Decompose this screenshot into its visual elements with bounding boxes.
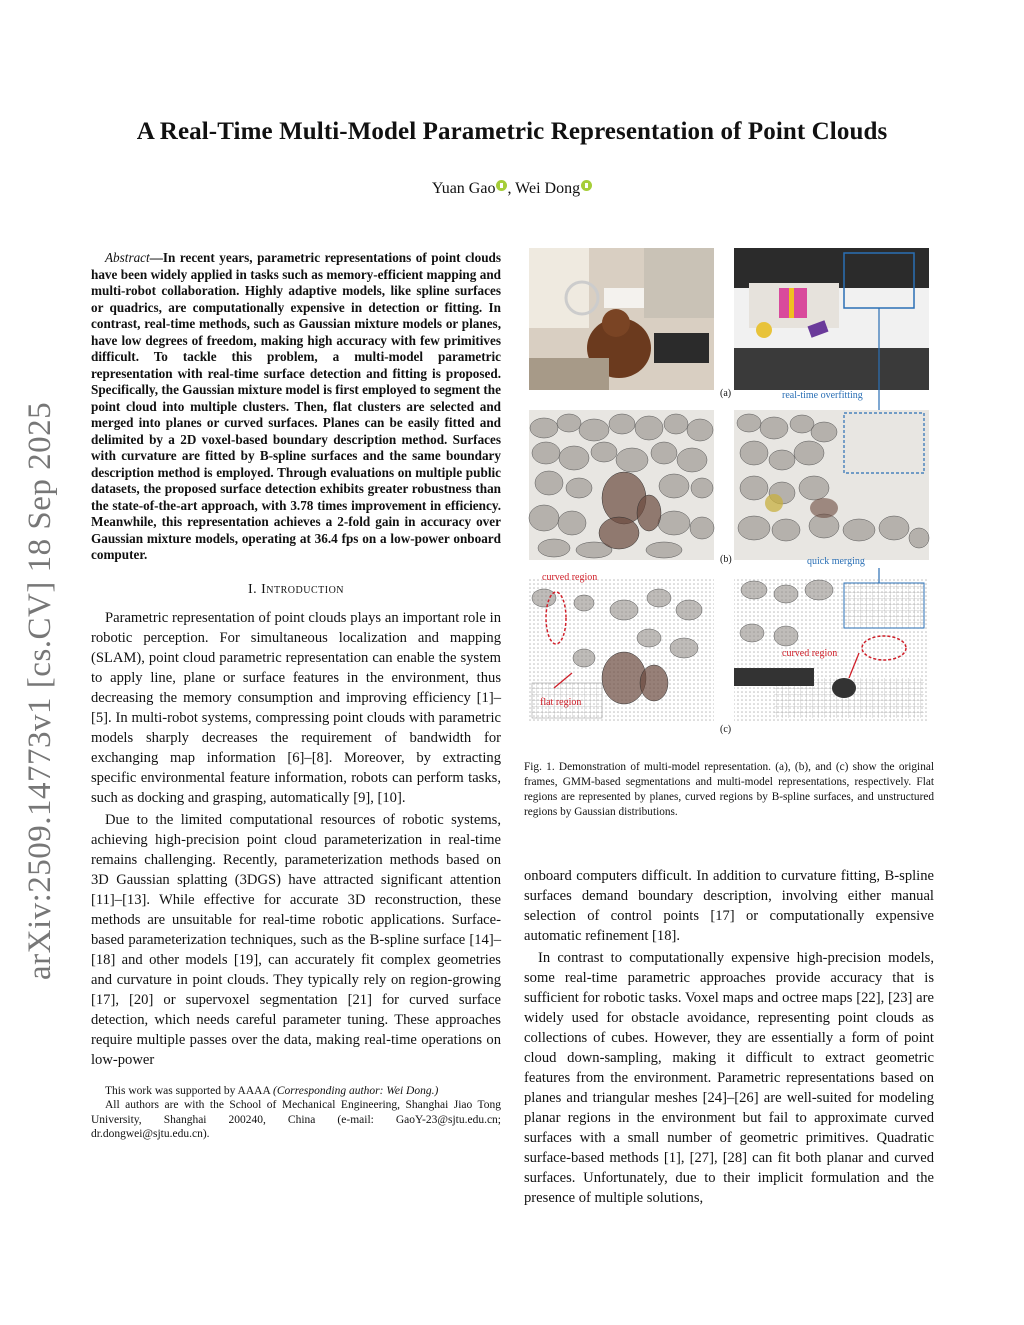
abstract — [91, 250, 501, 564]
author-name: Yuan Gao — [431, 180, 496, 197]
footnote — [91, 1084, 501, 1142]
annotation-curved-right: curved region — [782, 648, 838, 659]
right-column — [524, 866, 934, 1208]
annotation-curved-left: curved region — [542, 572, 598, 583]
figure-caption: Fig. 1. Demonstration of multi-model representation. (a), (b), and (c) show the original frames, GMM-based segmentations and multi-model representations, respectively. Flat regions are represented by planes, curved regions by B-spline surfaces, and unstructured regions by Gaussian distributions. — [524, 761, 934, 818]
arxiv-identifier: arXiv:2509.14773v1 [cs.CV] 18 Sep 2025 — [22, 401, 58, 980]
paragraph: Due to the limited computational resources of robotic systems, achieving high-precision point cloud parameterization in real-time remains challenging. Recently, parameterization methods based on 3D Gaussian splatting (3DGS) have attracted significant attention [11]–[13]. While effective for accurate 3D reconstruction, these methods are unsuitable for real-time robotic applications. Surface-based parameterization techniques, such as the B-spline surface [14]–[18] and other models [19], can accurately fit complex geometries and curvature in point clouds. They typically rely on region-growing [17], [20] or supervoxel segmentation [21] for curved surface detection, which needs careful parameter tuning. These approaches require multiple passes over the data, making real-time operations on low-power — [91, 811, 501, 1068]
section-heading — [91, 580, 501, 600]
paragraph: onboard computers difficult. In addition to curvature fitting, B-spline surfaces demand boundary description, involving either manual selection of control points [17] or computationally expensive automatic refinement [18]. — [524, 868, 934, 944]
abstract-dash: — — [149, 250, 163, 265]
annotation-flat: flat region — [540, 697, 582, 708]
paragraph: In contrast to computationally expensive high-precision models, some real-time parametric approaches provide accuracy that is sufficient for robotic tasks. Voxel maps and octree maps [22], [23] are widely used for obstacle avoidance, representing point clouds as collections of cubes. However, they are essentially a form of point cloud down-sampling, making it difficult to extract geometric features from the environment. Parametric representations based on planes and triangular meshes [24]–[26] are well-suited for modeling planar regions in the environment but fail to approximate curved surfaces with a small number of geometric primitives. Quadratic surface-based methods [1], [27], [28] can fit both planar and curved surfaces. Unfortunately, due to their implicit formulation and the presence of multiple solutions, — [524, 950, 934, 1206]
left-column — [91, 250, 501, 1142]
author-separator: , — [507, 180, 516, 197]
panel-label-b: (b) — [720, 554, 732, 565]
figure-graphics — [524, 238, 934, 738]
paragraph: Parametric representation of point clouds plays an important role in robotic perception. For simultaneous localization and mapping (SLAM), point cloud parametric representation can enable the system to apply line, plane or surface features in the environment, thus decreasing the memory consumption and improving efficiency [1]–[5]. In multi-robot systems, compressing point clouds with parametric models sharply decreases the requirement of bandwidth for exchanging map information [6]–[8]. Moreover, by extracting specific environmental feature information, robots can perform tasks, such as docking and grasping, automatically [9], [10]. — [91, 609, 501, 806]
gmm-segmentation-right — [734, 410, 929, 560]
gmm-segmentation-left — [529, 410, 714, 560]
paper-title: A Real-Time Multi-Model Parametric Representation of Point Clouds — [136, 118, 888, 145]
author-line — [0, 180, 1024, 198]
photo-room-left — [529, 248, 714, 390]
orcid-icon[interactable] — [496, 180, 507, 191]
panel-label-c: (c) — [720, 724, 732, 735]
photo-desk-right — [734, 248, 929, 390]
panel-label-a: (a) — [720, 388, 732, 399]
section-number: I. — [247, 581, 258, 597]
section-title: Introduction — [261, 581, 345, 597]
footnote-funding: This work was supported by AAAA — [105, 1084, 274, 1097]
annotation-merging: quick merging — [807, 556, 865, 567]
orcid-icon[interactable] — [581, 180, 592, 191]
author-name: Wei Dong — [515, 180, 581, 197]
annotation-overfitting: real-time overfitting — [782, 390, 863, 401]
abstract-text: In recent years, parametric representations of point clouds have been widely applied in tasks such as memory-efficient mapping and multi-robot collaboration. Highly adaptive models, like spline surfaces or quadrics, are computationally expensive in detection or fitting. In contrast, real-time methods, such as Gaussian mixture models or planes, have low degrees of freedom, making high accuracy with few primitives difficult. To tackle this problem, a multi-model parametric representation with real-time surface detection and fitting is proposed. Specifically, the Gaussian mixture model is first employed to segment the point cloud into multiple clusters. Then, flat clusters are selected and merged into planes or curved surfaces. Planes can be easily fitted and delimited by a 2D voxel-based boundary description method. Surfaces with curvature are fitted by B-spline surfaces and the same boundary description method is employed. Through evaluations on multiple public datasets, the proposed surface detection exhibits greater robustness than the state-of-the-art approach, with 3.78 times improvement in efficiency. Meanwhile, this representation achieves a 2-fold gain in accuracy over Gaussian mixture models, operating at 36.4 fps on a low-power onboard computer. — [91, 250, 501, 562]
figure-1 — [524, 238, 934, 738]
abstract-label: Abstract — [105, 250, 150, 265]
footnote-affiliation: All authors are with the School of Mechanical Engineering, Shanghai Jiao Tong University, Shanghai 200240, China (e-mail: GaoY-23@sjtu.edu.cn; dr.dongwei@sjtu.edu.cn). — [91, 1099, 501, 1140]
footnote-corresponding: (Corresponding author: Wei Dong.) — [273, 1084, 439, 1097]
